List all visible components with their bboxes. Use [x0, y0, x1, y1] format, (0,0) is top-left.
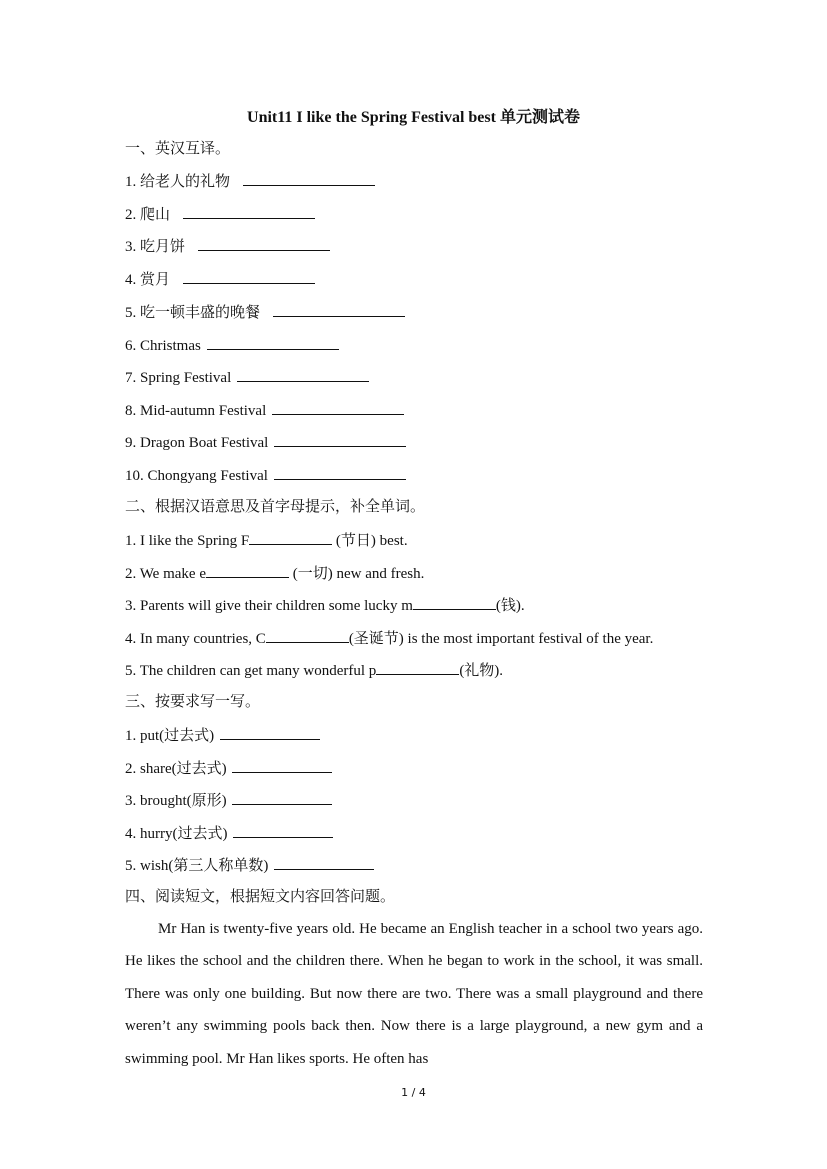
- section2-item: [125, 628, 653, 649]
- item-text: 2. 爬山: [125, 207, 171, 223]
- answer-blank[interactable]: [413, 595, 496, 610]
- item-text: 5. The children can get many wonderful p: [125, 663, 377, 679]
- section3-item: [125, 823, 333, 844]
- section2-item: [125, 660, 503, 681]
- section1-item: [125, 367, 369, 388]
- section1-item: [125, 335, 339, 356]
- item-hint: (礼物).: [459, 663, 504, 679]
- section1-item: [125, 236, 330, 257]
- item-text: 1. I like the Spring F: [125, 533, 250, 549]
- answer-blank[interactable]: [243, 171, 375, 186]
- answer-blank[interactable]: [233, 823, 333, 838]
- section2-item: [125, 530, 408, 551]
- section1-heading: 一、英汉互译。: [125, 139, 231, 157]
- section1-item: [125, 204, 315, 225]
- answer-blank[interactable]: [232, 758, 332, 773]
- item-text: 8. Mid-autumn Festival: [125, 403, 267, 419]
- item-text: 2. We make e: [125, 566, 206, 582]
- answer-blank[interactable]: [274, 855, 374, 870]
- passage-text: Mr Han is twenty-five years old. He became an English teacher in a school two years ago. He likes the school and the children there. When he began to work in the school, it was small. There was only one building. But now there are two. There was a small playground and there weren’t any swimming pools back then. Now there is a large playground, a new gym and a swimming pool. Mr Han likes sports. He often has: [125, 921, 703, 1067]
- section1-item: [125, 302, 405, 323]
- item-text: 9. Dragon Boat Festival: [125, 435, 269, 451]
- answer-blank[interactable]: [183, 269, 315, 284]
- item-text: 4. In many countries, C: [125, 631, 266, 647]
- item-text: 5. 吃一顿丰盛的晚餐: [125, 305, 261, 321]
- item-hint: (圣诞节) is the most important festival of the year.: [348, 631, 654, 647]
- answer-blank[interactable]: [273, 302, 405, 317]
- section1-item: [125, 432, 406, 453]
- section3-item: [125, 758, 332, 779]
- answer-blank[interactable]: [232, 790, 332, 805]
- answer-blank[interactable]: [220, 725, 320, 740]
- item-text: 3. Parents will give their children some lucky m: [125, 598, 413, 614]
- section3-item: [125, 790, 332, 811]
- answer-blank[interactable]: [272, 400, 404, 415]
- answer-blank[interactable]: [274, 432, 406, 447]
- section1-item: [125, 171, 375, 192]
- answer-blank[interactable]: [376, 660, 459, 675]
- section2-item: [125, 563, 424, 584]
- section1-item: [125, 400, 404, 421]
- answer-blank[interactable]: [206, 563, 289, 578]
- section3-item: [125, 725, 320, 746]
- answer-blank[interactable]: [198, 236, 330, 251]
- item-text: 1. 给老人的礼物: [125, 174, 231, 190]
- section2-heading: 二、根据汉语意思及首字母提示，补全单词。: [125, 497, 426, 515]
- page-title: Unit11 I like the Spring Festival best 单元测试卷: [247, 109, 580, 126]
- section2-item: [125, 595, 525, 616]
- reading-passage: [125, 913, 703, 1075]
- section1-item: [125, 269, 315, 290]
- page-number: 1 / 4: [401, 1086, 426, 1099]
- answer-blank[interactable]: [183, 204, 315, 219]
- item-text: 4. hurry(过去式): [125, 826, 228, 842]
- item-text: 1. put(过去式): [125, 728, 215, 744]
- item-hint: (一切) new and fresh.: [288, 566, 425, 582]
- section1-item: [125, 465, 406, 486]
- section4-heading: 四、阅读短文，根据短文内容回答问题。: [125, 887, 396, 905]
- item-hint: (钱).: [495, 598, 525, 614]
- answer-blank[interactable]: [237, 367, 369, 382]
- item-hint: (节日) best.: [332, 533, 408, 549]
- item-text: 2. share(过去式): [125, 761, 227, 777]
- item-text: 5. wish(第三人称单数): [125, 858, 269, 874]
- section3-item: [125, 855, 374, 876]
- section3-heading: 三、按要求写一写。: [125, 692, 261, 710]
- item-text: 3. 吃月饼: [125, 239, 186, 255]
- item-text: 7. Spring Festival: [125, 370, 232, 386]
- answer-blank[interactable]: [249, 530, 332, 545]
- answer-blank[interactable]: [274, 465, 406, 480]
- answer-blank[interactable]: [207, 335, 339, 350]
- item-text: 3. brought(原形): [125, 793, 227, 809]
- item-text: 6. Christmas: [125, 338, 201, 354]
- answer-blank[interactable]: [266, 628, 349, 643]
- item-text: 4. 赏月: [125, 272, 171, 288]
- item-text: 10. Chongyang Festival: [125, 468, 268, 484]
